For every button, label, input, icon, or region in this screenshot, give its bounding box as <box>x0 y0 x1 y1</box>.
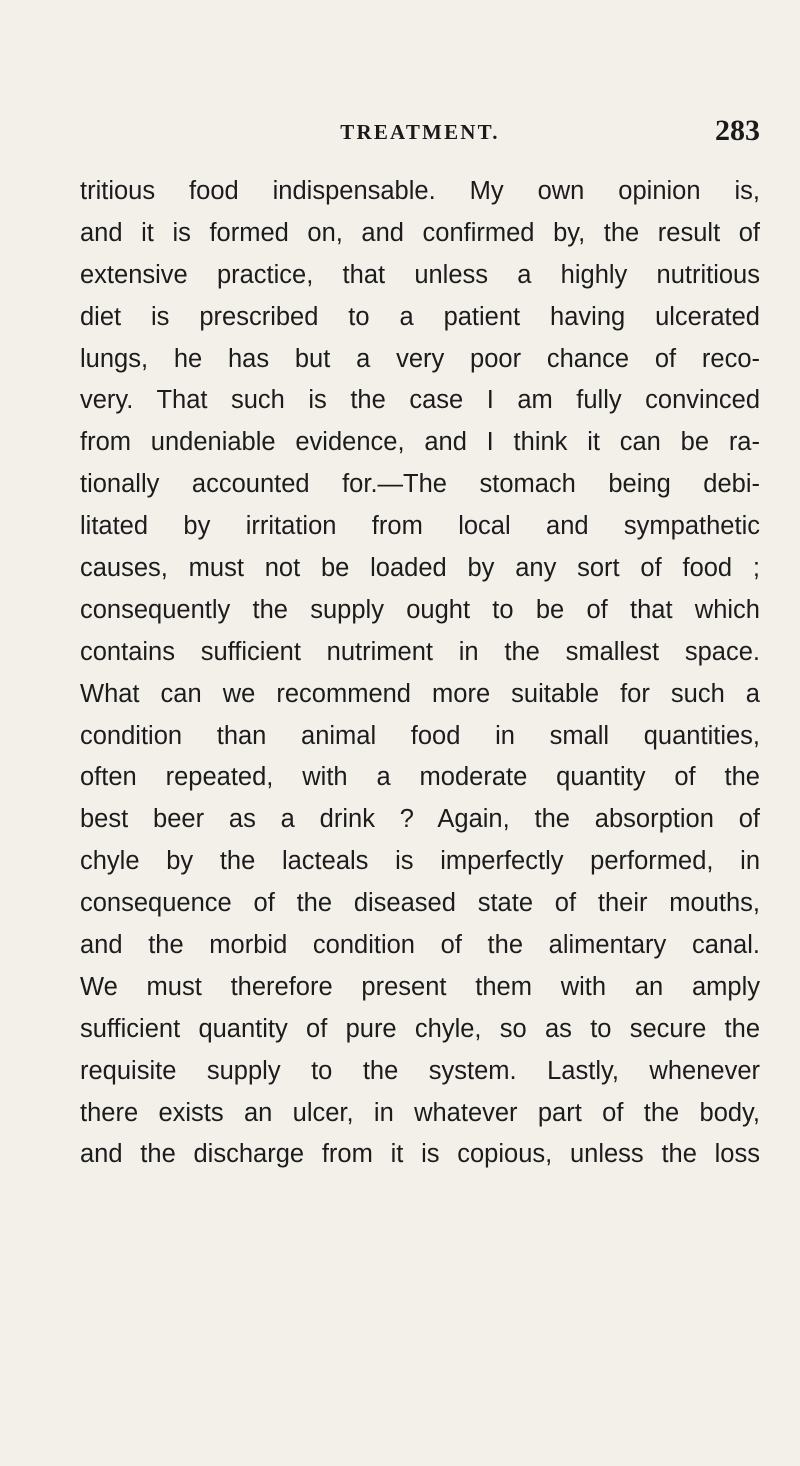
text-line: from undeniable evidence, and I think it can be ra- <box>80 428 760 457</box>
running-head <box>80 114 760 154</box>
text-line: consequence of the diseased state of their mouths, <box>80 889 760 918</box>
text-line: there exists an ulcer, in whatever part of the body, <box>80 1098 760 1127</box>
text-line: We must therefore present them with an amply <box>80 972 760 1001</box>
running-title: TREATMENT. <box>340 120 500 144</box>
text-line: requisite supply to the system. Lastly, whenever <box>80 1056 760 1085</box>
text-line: consequently the supply ought to be of that which <box>80 595 760 624</box>
text-line: What can we recommend more suitable for such a <box>80 679 760 708</box>
text-line: chyle by the lacteals is imperfectly performed, in <box>80 847 760 876</box>
text-line: and the discharge from it is copious, unless the loss <box>80 1140 760 1169</box>
text-line: lungs, he has but a very poor chance of reco- <box>80 344 760 373</box>
text-line: litated by irritation from local and sympathetic <box>80 512 760 541</box>
page-number: 283 <box>715 114 760 147</box>
text-line: tritious food indispensable. My own opinion is, <box>80 177 760 205</box>
text-line: sufficient quantity of pure chyle, so as to secure the <box>80 1014 760 1043</box>
text-line: and the morbid condition of the alimentary canal. <box>80 931 760 960</box>
text-line: contains sufficient nutriment in the smallest space. <box>80 637 760 666</box>
text-line: often repeated, with a moderate quantity of the <box>80 763 760 792</box>
body-text <box>80 171 760 1176</box>
text-line: condition than animal food in small quantities, <box>80 721 760 750</box>
text-line: tionally accounted for.—The stomach being debi- <box>80 470 760 499</box>
text-line: best beer as a drink ? Again, the absorption of <box>80 805 760 834</box>
text-line: causes, must not be loaded by any sort of food ; <box>80 554 760 583</box>
text-line: very. That such is the case I am fully convinced <box>80 386 760 415</box>
text-line: extensive practice, that unless a highly nutritious <box>80 260 760 289</box>
text-line: diet is prescribed to a patient having ulcerated <box>80 302 760 331</box>
text-line: and it is formed on, and confirmed by, the result of <box>80 218 760 247</box>
